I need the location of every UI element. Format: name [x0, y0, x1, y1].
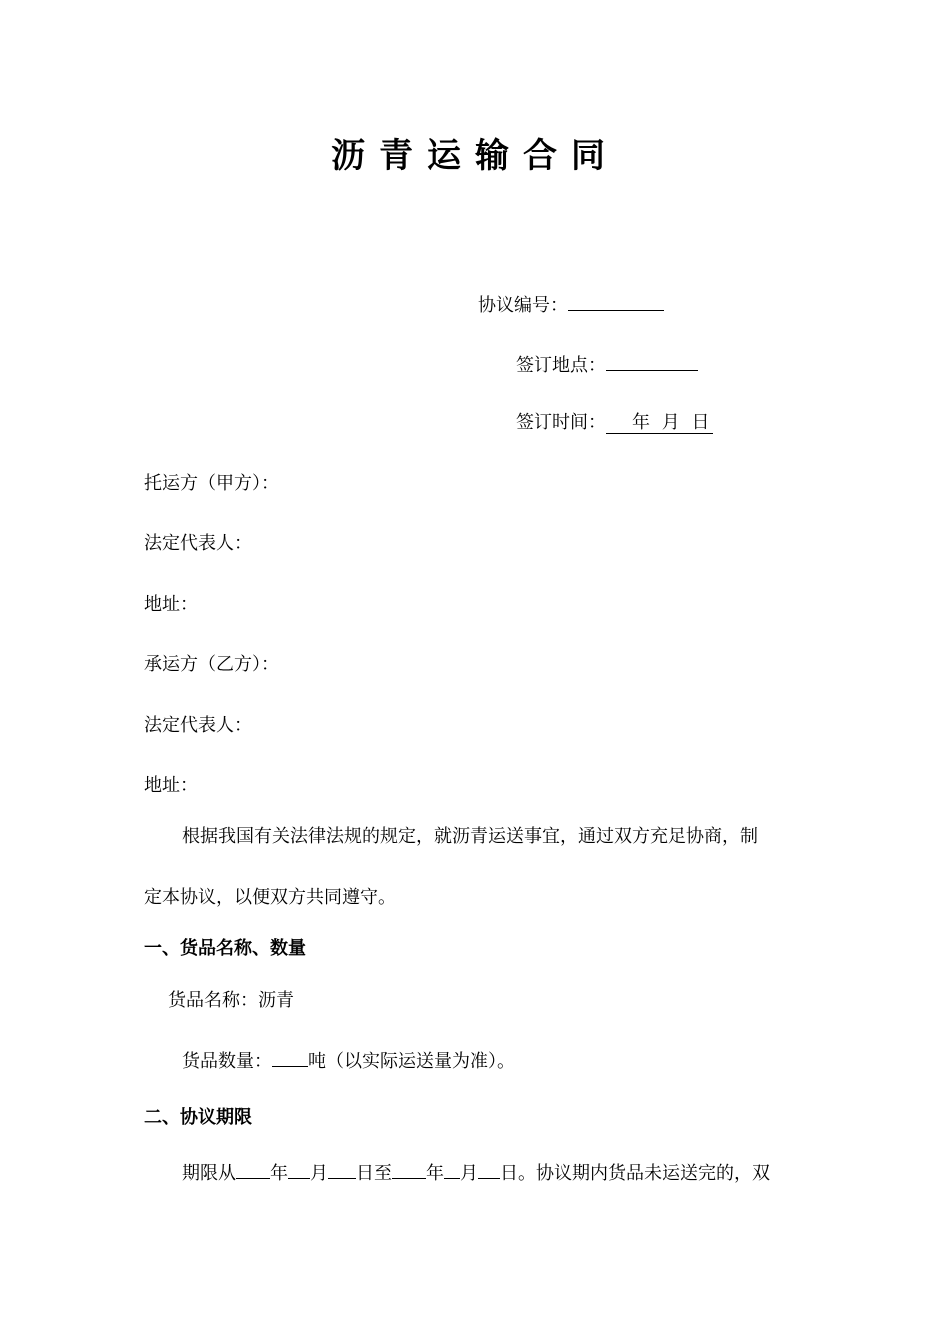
goods-quantity-suffix: 吨（以实际运送量为准）。 — [308, 1051, 515, 1072]
start-year-blank — [236, 1158, 270, 1179]
goods-quantity-row — [182, 1046, 515, 1074]
carrier-label: 承运方（乙方）： — [144, 654, 279, 675]
section-1-heading: 一、货品名称、数量 — [144, 938, 306, 959]
end-month-blank — [444, 1158, 460, 1179]
agreement-no-row — [478, 290, 664, 318]
carrier-address-label: 地址： — [144, 775, 198, 796]
goods-name-line: 货品名称：沥青 — [168, 990, 294, 1011]
intro-line-2: 定本协议，以便双方共同遵守。 — [144, 887, 396, 908]
end-day-label: 日。协议期内货品未运送完的，双 — [500, 1163, 770, 1184]
term-from-label: 期限从 — [182, 1163, 236, 1184]
goods-quantity-blank — [272, 1046, 308, 1067]
shipper-label: 托运方（甲方）： — [144, 473, 279, 494]
start-month-blank — [288, 1158, 310, 1179]
agreement-no-blank — [568, 290, 664, 311]
start-day-blank — [328, 1158, 356, 1179]
sign-place-label: 签订地点： — [516, 355, 606, 376]
sign-place-row — [516, 350, 698, 378]
sign-time-value: 年 月 日 — [606, 412, 713, 434]
shipper-rep-label: 法定代表人： — [144, 533, 252, 554]
shipper-address-label: 地址： — [144, 594, 198, 615]
carrier-rep-label: 法定代表人： — [144, 715, 252, 736]
end-year-blank — [392, 1158, 426, 1179]
agreement-no-label: 协议编号： — [478, 295, 568, 316]
goods-quantity-label: 货品数量： — [182, 1051, 272, 1072]
sign-place-blank — [606, 350, 698, 371]
sign-time-row — [516, 411, 713, 435]
start-day-to-label: 日至 — [356, 1163, 392, 1184]
start-month-label: 月 — [310, 1163, 328, 1184]
end-day-blank — [478, 1158, 500, 1179]
end-year-label: 年 — [426, 1163, 444, 1184]
start-year-label: 年 — [270, 1163, 288, 1184]
intro-line-1: 根据我国有关法律法规的规定，就沥青运送事宜，通过双方充足协商，制 — [182, 826, 758, 847]
end-month-label: 月 — [460, 1163, 478, 1184]
term-row — [182, 1158, 770, 1186]
section-2-heading: 二、协议期限 — [144, 1107, 252, 1128]
contract-title: 沥青运输合同 — [331, 136, 619, 176]
sign-time-label: 签订时间： — [516, 412, 606, 433]
